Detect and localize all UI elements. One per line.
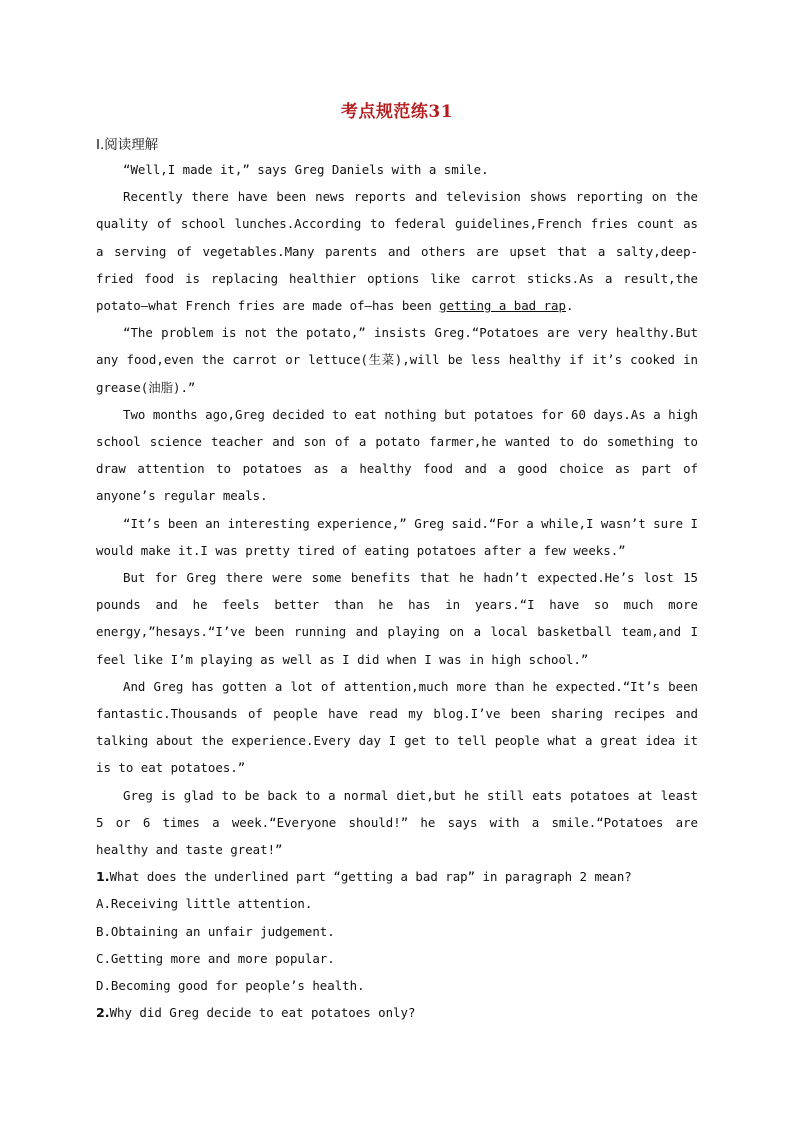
reading-passage (96, 156, 698, 1027)
question-number: 1. (96, 869, 110, 885)
paragraph-2 (96, 183, 698, 319)
paragraph-2-text: Recently there have been news reports and television shows reporting on the quality of school lunches.According to federal guidelines,French fries count as a serving of vegetables.Many parents and others are upset that a salty,deep-fried food is replacing healthier options like carrot sticks.As a result,the potato—what French fries are made of—has been (96, 189, 698, 314)
paragraph-1: “Well,I made it,” says Greg Daniels with a smile. (123, 162, 489, 177)
paragraph-8: Greg is glad to be back to a normal diet,but he still eats potatoes at least 5 or 6 times a week.“Everyone should!” he says with a smile.“Potatoes are healthy and taste great!” (96, 787, 698, 858)
question-number: 2. (96, 1005, 110, 1021)
section-heading: Ⅰ.阅读理解 (96, 137, 159, 153)
underlined-phrase: getting a bad rap (439, 298, 566, 314)
paragraph-5: “It’s been an interesting experience,” Greg said.“For a while,I wasn’t sure I would make it.I was pretty tired of eating potatoes after a few weeks.” (96, 515, 698, 558)
option-d: D.Becoming good for people’s health. (96, 978, 365, 994)
question-2 (96, 999, 698, 1026)
paragraph-4: Two months ago,Greg decided to eat nothing but potatoes for 60 days.As a high school science teacher and son of a potato farmer,he wanted to do something to draw attention to potatoes as a healthy food and a good choice as part of anyone’s regular meals. (96, 406, 698, 504)
paragraph-7: And Greg has gotten a lot of attention,much more than he expected.“It’s been fantastic.Thousands of people have read my blog.I’ve been sharing recipes and talking about the experience.Every day I get to tell people what a great idea it is to eat potatoes.” (96, 678, 698, 776)
option-c: C.Getting more and more popular. (96, 950, 335, 966)
question-text: What does the underlined part “getting a bad rap” in paragraph 2 mean? (109, 869, 632, 885)
paragraph-6: But for Greg there were some benefits that he hadn’t expected.He’s lost 15 pounds and he feels better than he has in years.“I have so much more energy,”hesays.“I’ve been running and playing on a local basketball team,and I feel like I’m playing as well as I did when I was in high school.” (96, 570, 698, 667)
paragraph-2-end: . (565, 298, 574, 314)
question-1 (96, 863, 698, 890)
option-a: A.Receiving little attention. (96, 896, 313, 912)
option-b: B.Obtaining an unfair judgement. (96, 923, 335, 939)
page-title: 考点规范练31 (340, 102, 454, 122)
question-text: Why did Greg decide to eat potatoes only? (109, 1005, 416, 1021)
paragraph-3: “The problem is not the potato,” insists Greg.“Potatoes are very healthy.But any food,even the carrot or lettuce(生菜),will be less healthy if it’s cooked in grease(油脂).” (96, 325, 698, 395)
